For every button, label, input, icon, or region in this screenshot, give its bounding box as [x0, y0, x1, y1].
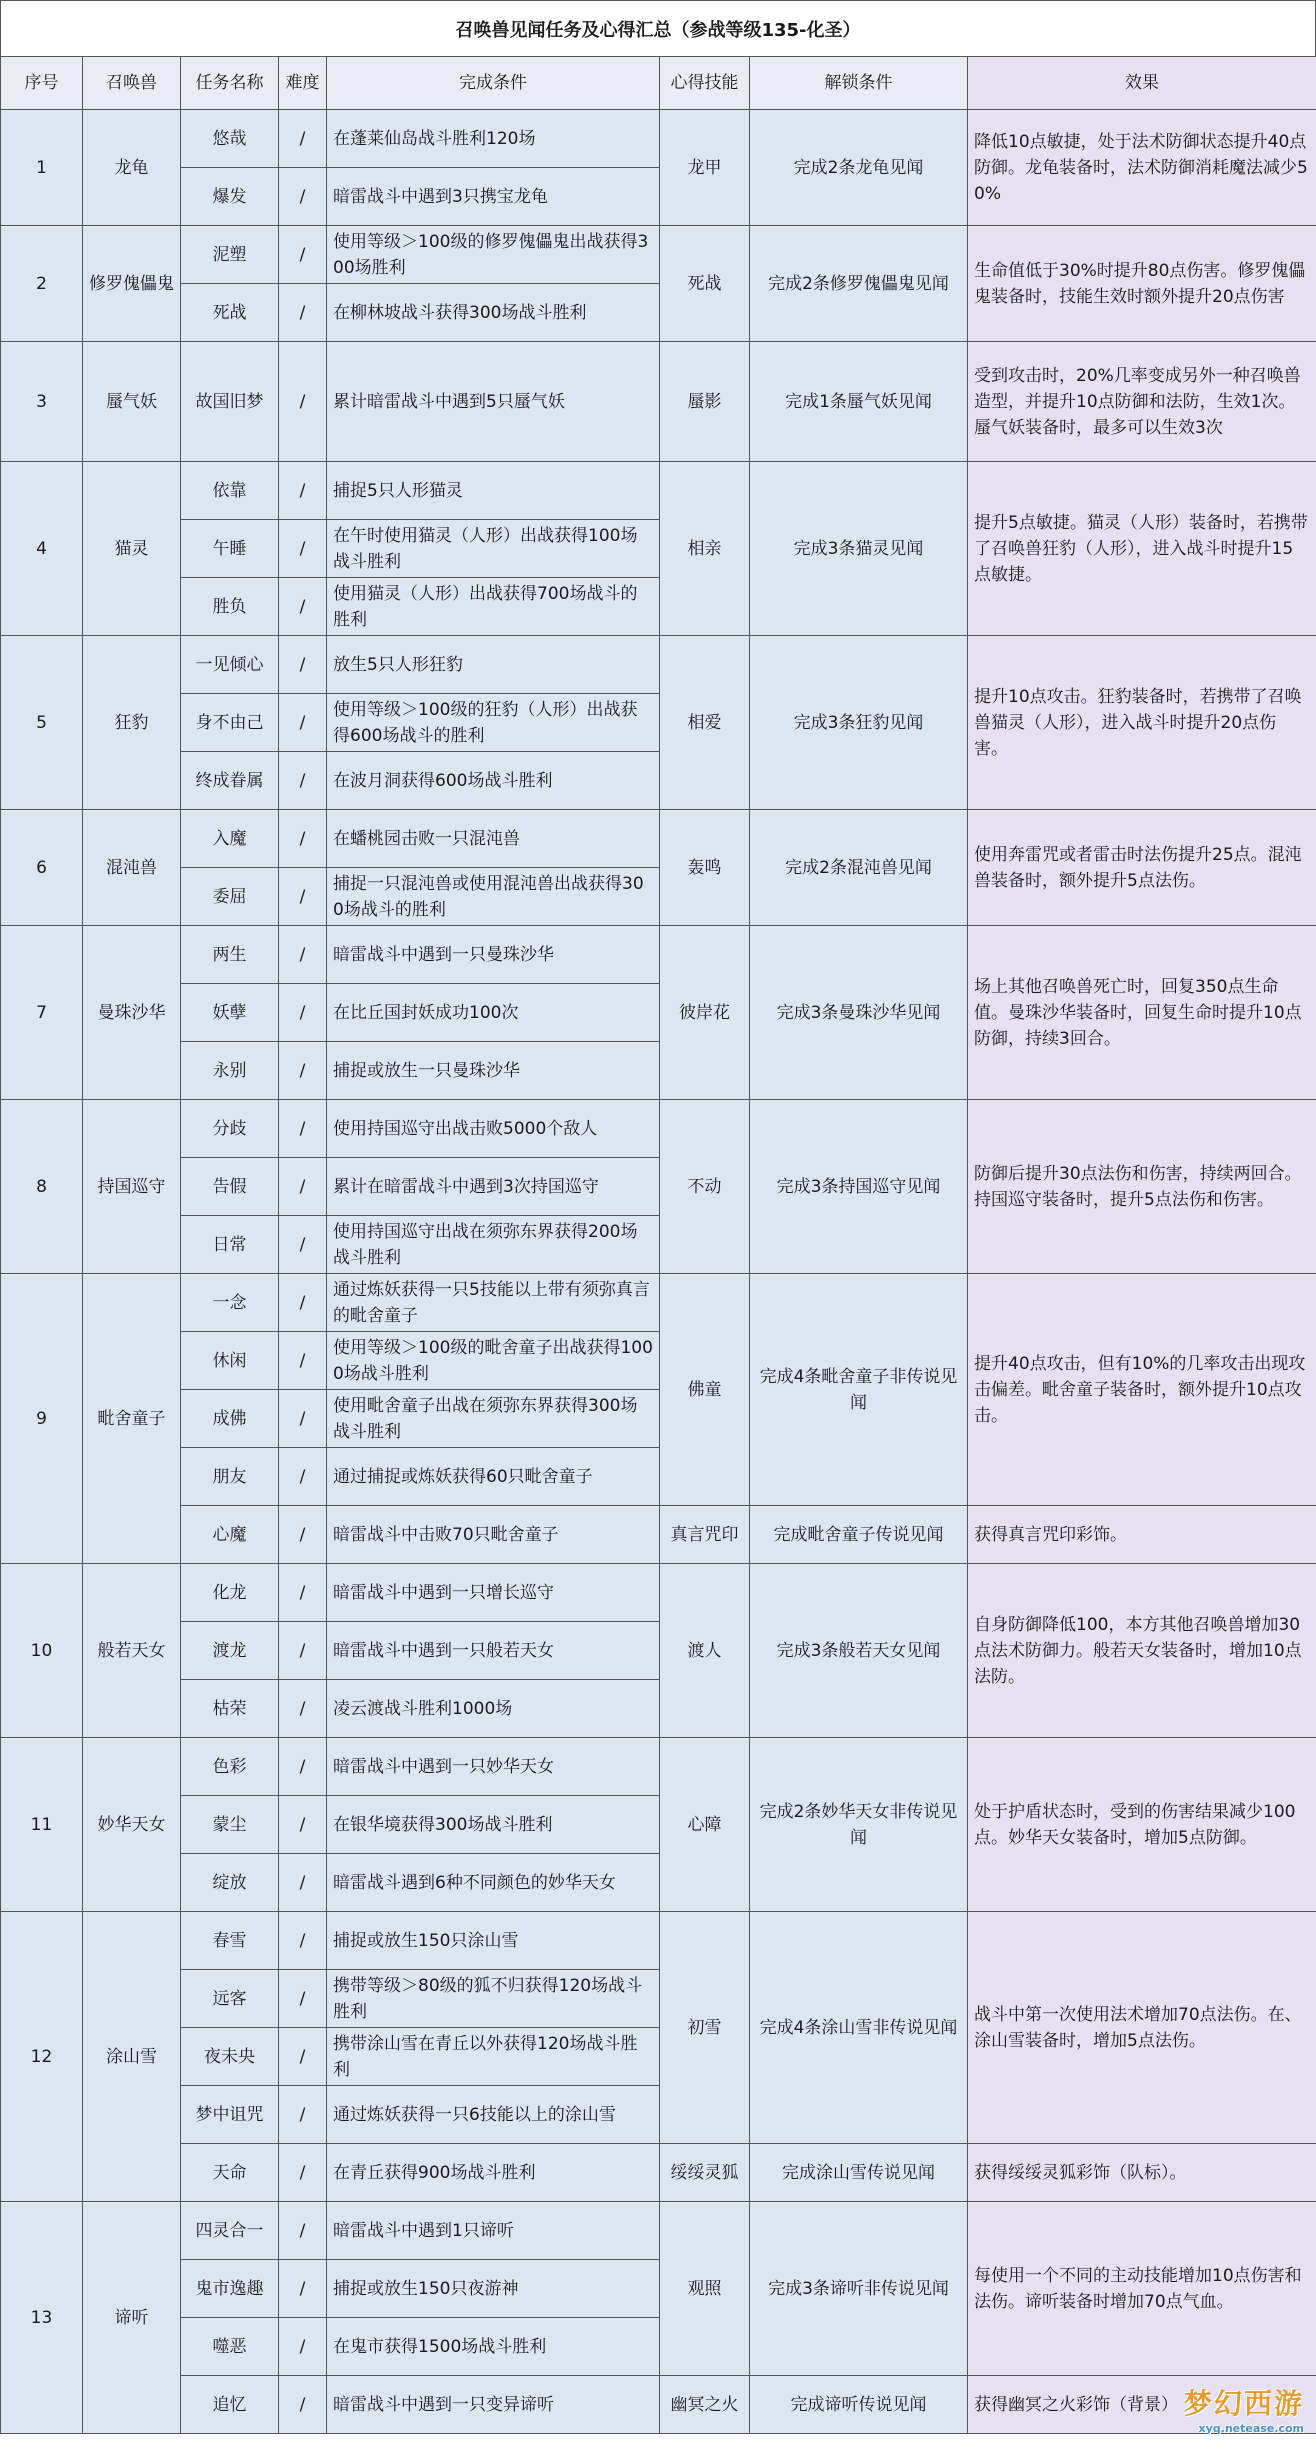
- task-name: 枯荣: [181, 1680, 279, 1738]
- header-pet: 召唤兽: [83, 57, 181, 110]
- unlock-condition: 完成谛听传说见闻: [750, 2376, 968, 2434]
- skill-name: 蜃影: [660, 342, 750, 462]
- task-condition: 携带涂山雪在青丘以外获得120场战斗胜利: [327, 2028, 660, 2086]
- task-name: 天命: [181, 2144, 279, 2202]
- task-name: 日常: [181, 1216, 279, 1274]
- task-difficulty: /: [279, 520, 327, 578]
- header-condition: 完成条件: [327, 57, 660, 110]
- skill-name: 佛童: [660, 1274, 750, 1506]
- task-difficulty: /: [279, 2028, 327, 2086]
- task-difficulty: /: [279, 752, 327, 810]
- unlock-condition: 完成3条谛听非传说见闻: [750, 2202, 968, 2376]
- task-condition: 暗雷战斗中遇到一只变异谛听: [327, 2376, 660, 2434]
- pet-name: 蜃气妖: [83, 342, 181, 462]
- header-unlock: 解锁条件: [750, 57, 968, 110]
- row-index: 5: [1, 636, 83, 810]
- task-name: 追忆: [181, 2376, 279, 2434]
- task-difficulty: /: [279, 1680, 327, 1738]
- skill-name: 心障: [660, 1738, 750, 1912]
- table-body: [1, 110, 1316, 2434]
- task-difficulty: /: [279, 1158, 327, 1216]
- task-name: 故国旧梦: [181, 342, 279, 462]
- skill-effect: 防御后提升30点法伤和伤害，持续两回合。持国巡守装备时，提升5点法伤和伤害。: [968, 1100, 1316, 1274]
- row-index: 4: [1, 462, 83, 636]
- task-condition: 暗雷战斗中遇到一只般若天女: [327, 1622, 660, 1680]
- task-condition: 使用持国巡守出战击败5000个敌人: [327, 1100, 660, 1158]
- skill-effect: 场上其他召唤兽死亡时，回复350点生命值。曼珠沙华装备时，回复生命时提升10点防御，持续3回合。: [968, 926, 1316, 1100]
- task-difficulty: /: [279, 1274, 327, 1332]
- table-row: [1, 462, 1316, 520]
- unlock-condition: 完成1条蜃气妖见闻: [750, 342, 968, 462]
- unlock-condition: 完成3条曼珠沙华见闻: [750, 926, 968, 1100]
- skill-effect: 获得幽冥之火彩饰（背景）: [968, 2376, 1316, 2434]
- task-name: 夜未央: [181, 2028, 279, 2086]
- skill-effect: 生命值低于30%时提升80点伤害。修罗傀儡鬼装备时，技能生效时额外提升20点伤害: [968, 226, 1316, 342]
- task-difficulty: /: [279, 2202, 327, 2260]
- task-condition: 捕捉或放生150只涂山雪: [327, 1912, 660, 1970]
- unlock-condition: 完成3条猫灵见闻: [750, 462, 968, 636]
- task-condition: 使用等级＞100级的毗舍童子出战获得1000场战斗胜利: [327, 1332, 660, 1390]
- skill-effect: 获得真言咒印彩饰。: [968, 1506, 1316, 1564]
- task-condition: 凌云渡战斗胜利1000场: [327, 1680, 660, 1738]
- pet-name: 猫灵: [83, 462, 181, 636]
- task-name: 告假: [181, 1158, 279, 1216]
- task-name: 两生: [181, 926, 279, 984]
- row-index: 1: [1, 110, 83, 226]
- table-row: [1, 1506, 1316, 1564]
- task-condition: 暗雷战斗中遇到一只增长巡守: [327, 1564, 660, 1622]
- task-condition: 使用等级＞100级的修罗傀儡鬼出战获得300场胜利: [327, 226, 660, 284]
- task-condition: 携带等级＞80级的狐不归获得120场战斗胜利: [327, 1970, 660, 2028]
- task-condition: 在银华境获得300场战斗胜利: [327, 1796, 660, 1854]
- page-title: 召唤兽见闻任务及心得汇总（参战等级135-化圣）: [0, 0, 1316, 56]
- task-difficulty: /: [279, 1622, 327, 1680]
- task-name: 妖孽: [181, 984, 279, 1042]
- task-difficulty: /: [279, 1854, 327, 1912]
- row-index: 8: [1, 1100, 83, 1274]
- task-name: 春雪: [181, 1912, 279, 1970]
- task-difficulty: /: [279, 342, 327, 462]
- skill-name: 彼岸花: [660, 926, 750, 1100]
- skill-effect: 提升10点攻击。狂豹装备时，若携带了召唤兽猫灵（人形），进入战斗时提升20点伤害。: [968, 636, 1316, 810]
- task-difficulty: /: [279, 462, 327, 520]
- row-index: 9: [1, 1274, 83, 1564]
- row-index: 12: [1, 1912, 83, 2202]
- task-name: 四灵合一: [181, 2202, 279, 2260]
- task-condition: 捕捉或放生150只夜游神: [327, 2260, 660, 2318]
- skill-name: 龙甲: [660, 110, 750, 226]
- header-task: 任务名称: [181, 57, 279, 110]
- table-row: [1, 1100, 1316, 1158]
- skill-effect: 提升40点攻击，但有10%的几率攻击出现攻击偏差。毗舍童子装备时，额外提升10点攻击。: [968, 1274, 1316, 1506]
- task-difficulty: /: [279, 168, 327, 226]
- pet-name: 修罗傀儡鬼: [83, 226, 181, 342]
- task-difficulty: /: [279, 1564, 327, 1622]
- pet-name: 涂山雪: [83, 1912, 181, 2202]
- pet-name: 毗舍童子: [83, 1274, 181, 1564]
- task-condition: 使用毗舍童子出战在须弥东界获得300场战斗胜利: [327, 1390, 660, 1448]
- pet-name: 狂豹: [83, 636, 181, 810]
- task-name: 终成眷属: [181, 752, 279, 810]
- task-name: 死战: [181, 284, 279, 342]
- skill-name: 轰鸣: [660, 810, 750, 926]
- task-name: 午睡: [181, 520, 279, 578]
- skill-name: 相爱: [660, 636, 750, 810]
- task-condition: 暗雷战斗中遇到一只曼珠沙华: [327, 926, 660, 984]
- table-row: [1, 926, 1316, 984]
- row-index: 6: [1, 810, 83, 926]
- task-condition: 累计暗雷战斗中遇到5只蜃气妖: [327, 342, 660, 462]
- task-condition: 捕捉5只人形猫灵: [327, 462, 660, 520]
- pet-name: 妙华天女: [83, 1738, 181, 1912]
- skill-effect: 使用奔雷咒或者雷击时法伤提升25点。混沌兽装备时，额外提升5点法伤。: [968, 810, 1316, 926]
- skill-effect: 每使用一个不同的主动技能增加10点伤害和法伤。谛听装备时增加70点气血。: [968, 2202, 1316, 2376]
- task-name: 入魔: [181, 810, 279, 868]
- header-effect: 效果: [968, 57, 1316, 110]
- task-difficulty: /: [279, 578, 327, 636]
- task-difficulty: /: [279, 810, 327, 868]
- header-difficulty: 难度: [279, 57, 327, 110]
- unlock-condition: 完成4条涂山雪非传说见闻: [750, 1912, 968, 2144]
- header-row: [1, 57, 1316, 110]
- unlock-condition: 完成3条般若天女见闻: [750, 1564, 968, 1738]
- task-name: 成佛: [181, 1390, 279, 1448]
- header-index: 序号: [1, 57, 83, 110]
- task-name: 绽放: [181, 1854, 279, 1912]
- table-row: [1, 1738, 1316, 1796]
- table-row: [1, 1912, 1316, 1970]
- task-difficulty: /: [279, 926, 327, 984]
- task-difficulty: /: [279, 110, 327, 168]
- task-difficulty: /: [279, 226, 327, 284]
- unlock-condition: 完成2条妙华天女非传说见闻: [750, 1738, 968, 1912]
- task-difficulty: /: [279, 1796, 327, 1854]
- task-condition: 暗雷战斗中遇到1只谛听: [327, 2202, 660, 2260]
- skill-name: 死战: [660, 226, 750, 342]
- unlock-condition: 完成涂山雪传说见闻: [750, 2144, 968, 2202]
- table-row: [1, 2376, 1316, 2434]
- skill-effect: 战斗中第一次使用法术增加70点法伤。在、涂山雪装备时，增加5点法伤。: [968, 1912, 1316, 2144]
- task-difficulty: /: [279, 694, 327, 752]
- task-difficulty: /: [279, 1448, 327, 1506]
- task-name: 蒙尘: [181, 1796, 279, 1854]
- task-difficulty: /: [279, 1912, 327, 1970]
- task-difficulty: /: [279, 1216, 327, 1274]
- task-difficulty: /: [279, 2260, 327, 2318]
- row-index: 2: [1, 226, 83, 342]
- task-name: 分歧: [181, 1100, 279, 1158]
- task-name: 远客: [181, 1970, 279, 2028]
- task-condition: 通过炼妖获得一只5技能以上带有须弥真言的毗舍童子: [327, 1274, 660, 1332]
- task-condition: 暗雷战斗中遇到3只携宝龙龟: [327, 168, 660, 226]
- task-condition: 暗雷战斗遇到6种不同颜色的妙华天女: [327, 1854, 660, 1912]
- skill-name: 真言咒印: [660, 1506, 750, 1564]
- skill-name: 不动: [660, 1100, 750, 1274]
- task-difficulty: /: [279, 1042, 327, 1100]
- site-logo: 梦幻西游 xyq.netease.com: [1183, 2387, 1304, 2435]
- table-row: [1, 1274, 1316, 1332]
- task-difficulty: /: [279, 1100, 327, 1158]
- task-difficulty: /: [279, 636, 327, 694]
- pet-name: 持国巡守: [83, 1100, 181, 1274]
- task-condition: 暗雷战斗中击败70只毗舍童子: [327, 1506, 660, 1564]
- task-condition: 在蓬莱仙岛战斗胜利120场: [327, 110, 660, 168]
- task-condition: 捕捉一只混沌兽或使用混沌兽出战获得300场战斗的胜利: [327, 868, 660, 926]
- task-condition: 在蟠桃园击败一只混沌兽: [327, 810, 660, 868]
- skill-effect: 处于护盾状态时，受到的伤害结果减少100点。妙华天女装备时，增加5点防御。: [968, 1738, 1316, 1912]
- task-condition: 使用等级＞100级的狂豹（人形）出战获得600场战斗的胜利: [327, 694, 660, 752]
- pet-name: 谛听: [83, 2202, 181, 2434]
- task-name: 休闲: [181, 1332, 279, 1390]
- task-difficulty: /: [279, 2086, 327, 2144]
- unlock-condition: 完成4条毗舍童子非传说见闻: [750, 1274, 968, 1506]
- pet-name: 曼珠沙华: [83, 926, 181, 1100]
- task-name: 渡龙: [181, 1622, 279, 1680]
- unlock-condition: 完成2条混沌兽见闻: [750, 810, 968, 926]
- table-row: [1, 1564, 1316, 1622]
- task-name: 鬼市逸趣: [181, 2260, 279, 2318]
- task-difficulty: /: [279, 1970, 327, 2028]
- task-name: 爆发: [181, 168, 279, 226]
- skill-effect: 提升5点敏捷。猫灵（人形）装备时，若携带了召唤兽狂豹（人形），进入战斗时提升15点敏捷。: [968, 462, 1316, 636]
- task-condition: 使用持国巡守出战在须弥东界获得200场战斗胜利: [327, 1216, 660, 1274]
- skill-effect: 获得绥绥灵狐彩饰（队标）。: [968, 2144, 1316, 2202]
- pet-name: 般若天女: [83, 1564, 181, 1738]
- task-condition: 通过捕捉或炼妖获得60只毗舍童子: [327, 1448, 660, 1506]
- summary-table: [0, 56, 1316, 2434]
- table-row: [1, 810, 1316, 868]
- pet-name: 龙龟: [83, 110, 181, 226]
- task-difficulty: /: [279, 1506, 327, 1564]
- task-condition: 在青丘获得900场战斗胜利: [327, 2144, 660, 2202]
- unlock-condition: 完成3条持国巡守见闻: [750, 1100, 968, 1274]
- header-skill: 心得技能: [660, 57, 750, 110]
- task-condition: 暗雷战斗中遇到一只妙华天女: [327, 1738, 660, 1796]
- task-name: 化龙: [181, 1564, 279, 1622]
- task-name: 心魔: [181, 1506, 279, 1564]
- task-name: 泥塑: [181, 226, 279, 284]
- task-condition: 通过炼妖获得一只6技能以上的涂山雪: [327, 2086, 660, 2144]
- row-index: 10: [1, 1564, 83, 1738]
- row-index: 7: [1, 926, 83, 1100]
- task-difficulty: /: [279, 1390, 327, 1448]
- task-condition: 在比丘国封妖成功100次: [327, 984, 660, 1042]
- task-condition: 在午时使用猫灵（人形）出战获得100场战斗胜利: [327, 520, 660, 578]
- task-difficulty: /: [279, 2144, 327, 2202]
- task-name: 委屈: [181, 868, 279, 926]
- task-difficulty: /: [279, 2318, 327, 2376]
- task-difficulty: /: [279, 984, 327, 1042]
- task-name: 身不由己: [181, 694, 279, 752]
- task-name: 依靠: [181, 462, 279, 520]
- skill-effect: 受到攻击时，20%几率变成另外一种召唤兽造型，并提升10点防御和法防，生效1次。蜃气妖装备时，最多可以生效3次: [968, 342, 1316, 462]
- task-condition: 使用猫灵（人形）出战获得700场战斗的胜利: [327, 578, 660, 636]
- skill-name: 绥绥灵狐: [660, 2144, 750, 2202]
- skill-name: 观照: [660, 2202, 750, 2376]
- task-difficulty: /: [279, 868, 327, 926]
- row-index: 3: [1, 342, 83, 462]
- task-condition: 在鬼市获得1500场战斗胜利: [327, 2318, 660, 2376]
- task-condition: 累计在暗雷战斗中遇到3次持国巡守: [327, 1158, 660, 1216]
- row-index: 11: [1, 1738, 83, 1912]
- skill-name: 初雪: [660, 1912, 750, 2144]
- table-row: [1, 2202, 1316, 2260]
- task-difficulty: /: [279, 1738, 327, 1796]
- task-name: 永别: [181, 1042, 279, 1100]
- task-name: 朋友: [181, 1448, 279, 1506]
- task-condition: 在柳林坡战斗获得300场战斗胜利: [327, 284, 660, 342]
- pet-name: 混沌兽: [83, 810, 181, 926]
- skill-name: 幽冥之火: [660, 2376, 750, 2434]
- task-name: 噬恶: [181, 2318, 279, 2376]
- task-name: 一念: [181, 1274, 279, 1332]
- table-row: [1, 342, 1316, 462]
- unlock-condition: 完成毗舍童子传说见闻: [750, 1506, 968, 1564]
- table-row: [1, 636, 1316, 694]
- task-name: 胜负: [181, 578, 279, 636]
- task-difficulty: /: [279, 2376, 327, 2434]
- task-difficulty: /: [279, 1332, 327, 1390]
- task-difficulty: /: [279, 284, 327, 342]
- task-condition: 捕捉或放生一只曼珠沙华: [327, 1042, 660, 1100]
- row-index: 13: [1, 2202, 83, 2434]
- skill-name: 相亲: [660, 462, 750, 636]
- task-name: 一见倾心: [181, 636, 279, 694]
- unlock-condition: 完成2条龙龟见闻: [750, 110, 968, 226]
- skill-effect: 降低10点敏捷，处于法术防御状态提升40点防御。龙龟装备时，法术防御消耗魔法减少50%: [968, 110, 1316, 226]
- table-row: [1, 226, 1316, 284]
- task-condition: 在波月洞获得600场战斗胜利: [327, 752, 660, 810]
- task-condition: 放生5只人形狂豹: [327, 636, 660, 694]
- task-name: 梦中诅咒: [181, 2086, 279, 2144]
- table-row: [1, 110, 1316, 168]
- task-name: 悠哉: [181, 110, 279, 168]
- unlock-condition: 完成2条修罗傀儡鬼见闻: [750, 226, 968, 342]
- table-row: [1, 2144, 1316, 2202]
- skill-effect: 自身防御降低100，本方其他召唤兽增加30点法术防御力。般若天女装备时，增加10点法防。: [968, 1564, 1316, 1738]
- skill-name: 渡人: [660, 1564, 750, 1738]
- task-name: 色彩: [181, 1738, 279, 1796]
- unlock-condition: 完成3条狂豹见闻: [750, 636, 968, 810]
